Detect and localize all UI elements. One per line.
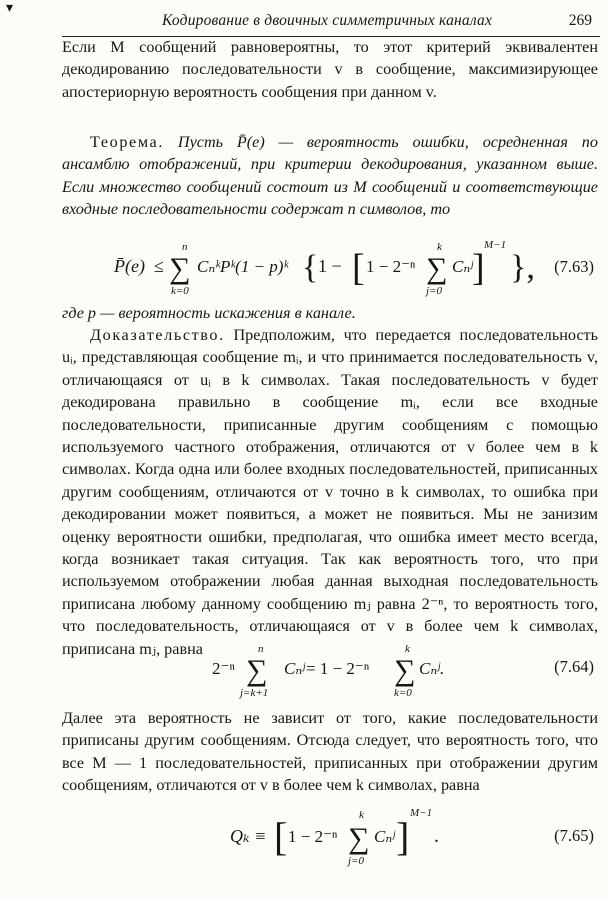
eq764-term1: Cₙʲ (284, 659, 306, 678)
eq765-sum-bottom: j=0 (348, 855, 364, 867)
eq764-sum2-sign: ∑ (394, 654, 416, 687)
theorem-paragraph (62, 131, 598, 221)
proof-paragraph (62, 324, 598, 660)
theorem-statement: Пусть P̄(e) — вероятность ошибки, осредненная по ансамблю отображений, при критерии декодирования, указанном выше. Если множество сообщений состоит из M сообщений и соответствующие входные последовательности содержат n символов, то (62, 133, 598, 219)
eq763-lhs: P̄(e) (114, 256, 145, 276)
eq765-bracket-close: ] (396, 814, 410, 859)
eq764-number: (7.64) (554, 657, 594, 676)
eq765-sum-top: k (359, 809, 364, 821)
eq763-one: 1 − (318, 256, 342, 276)
eq764-factor: 2⁻ⁿ (212, 659, 235, 678)
equation-7-63 (62, 238, 598, 298)
eq763-term: CₙᵏPᵏ(1 − p)ᵏ (197, 257, 289, 276)
eq763-brace-open: { (302, 249, 319, 286)
eq763-rel: ≤ (154, 256, 164, 276)
eq764-sum1-sign: ∑ (246, 654, 268, 687)
corner-mark: ▾ (6, 1, 14, 16)
eq765-number: (7.65) (554, 826, 594, 845)
eq765-lhs: Qₖ ≡ (230, 826, 267, 846)
eq763-bracket-close: ] (472, 247, 485, 289)
eq764-sum2-top: k (405, 643, 410, 655)
proof-label: Доказательство. (90, 326, 225, 344)
eq763-brace-close: }, (510, 249, 535, 286)
eq763-exponent: M−1 (484, 239, 507, 251)
equation-7-65 (62, 804, 598, 868)
eq765-inner: 1 − 2⁻ⁿ (288, 827, 338, 846)
eq765-bracket-open: [ (274, 814, 288, 859)
equation-7-64 (62, 640, 598, 700)
eq763-sum1-top: n (182, 241, 188, 253)
eq763-bracket-open: [ (352, 247, 365, 289)
eq765-exponent: M−1 (410, 807, 433, 819)
eq764-term2: Cₙʲ. (419, 659, 445, 678)
eq765-dot: . (434, 825, 439, 847)
eq763-number: (7.63) (554, 257, 594, 276)
eq765-term: Cₙʲ (374, 827, 396, 846)
running-header (62, 6, 600, 37)
where-line: где p — вероятность искажения в канале. (62, 304, 356, 322)
eq764-sum1-bottom: j=k+1 (240, 687, 269, 699)
eq764-sum1-top: n (258, 643, 264, 655)
eq763-sum2-bottom: j=0 (426, 285, 442, 297)
theorem-label: Теорема. (90, 133, 164, 151)
page-number: 269 (568, 12, 592, 29)
running-title: Кодирование в двоичных симметричных каналах (162, 12, 493, 29)
eq763-inner-term: Cₙʲ (452, 257, 474, 276)
eq764-sum2-bottom: k=0 (394, 687, 412, 699)
eq763-inner-one: 1 − 2⁻ⁿ (366, 257, 416, 276)
eq763-sum1-sign: ∑ (169, 252, 191, 285)
eq763-sum2-sign: ∑ (426, 252, 448, 285)
eq763-sum1-bottom: k=0 (171, 285, 189, 297)
eq763-sum2-top: k (437, 241, 442, 253)
eq765-sum-sign: ∑ (348, 822, 370, 855)
continuation-paragraph: Далее эта вероятность не зависит от того, какие последовательности приписаны другим сообщениям. Отсюда следует, что вероятность того, что все M — 1 последовательностей, приписанных при отображении другим сообщениям, отличаются от v в более чем k символах, равна (62, 709, 598, 795)
eq764-rhs: = 1 − 2⁻ⁿ (306, 659, 370, 678)
intro-paragraph: Если M сообщений равновероятны, то этот критерий эквивалентен декодированию последовательности v в сообщение, максимизирующее апостериорную вероятность сообщения при данном v. (62, 38, 598, 101)
proof-text: Предположим, что передается последовательность uᵢ, представляющая сообщение mᵢ, и что принимается последовательность v, отличающаяся от uᵢ в k символах. Такая последовательность v будет декодирована правильно в сообщение mᵢ, если все входные последовательности, приписанные другим сообщениям с помощью используемого частного отображения, отличаются от v более чем в k символах. Когда одна или более входных последовательностей, приписанных другим сообщениям, отличаются от v точно в k символах, то ошибка при декодировании может появиться, а может не появиться. Мы не занизим оценку вероятности ошибки, предполагая, что ошибка имеет место всегда, когда возникает такая ситуация. Так как вероятность того, что при используемом отображении любая данная выходная последовательность приписана любому данному сообщению mⱼ равна 2⁻ⁿ, то вероятность того, что последовательность, отличающаяся от v в более чем k символах, приписана mⱼ, равна (62, 326, 599, 658)
